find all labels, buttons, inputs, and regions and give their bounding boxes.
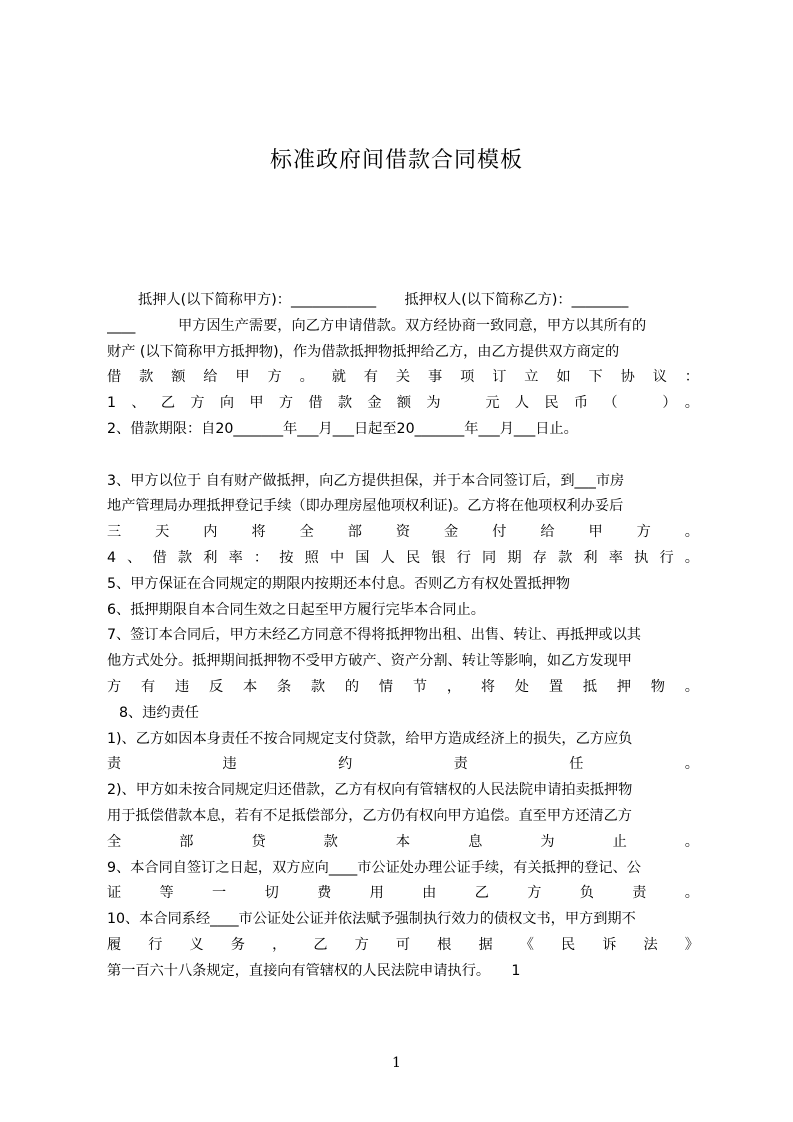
- text-line: 地产管理局办理抵押登记手续（即办理房屋他项权利证)。乙方将在他项权利办妥后: [107, 498, 624, 515]
- text-line: 履行义务，乙方可根据《民诉法》: [107, 936, 699, 953]
- text-line: 责违约责任。: [107, 756, 699, 773]
- text-line: 全部贷款本息为止。: [107, 833, 699, 850]
- text-line: 10、本合同系经____市公证处公证并依法赋予强制执行效力的债权文书，甲方到期不: [107, 911, 636, 928]
- text-line: 8、违约责任: [119, 704, 199, 721]
- text-line: 9、本合同自签订之日起，双方应向____市公证处办理公证手续，有关抵押的登记、公: [107, 859, 641, 876]
- blank-line: [107, 443, 699, 469]
- text-line: 3、甲方以位于 自有财产做抵押，向乙方提供担保，并于本合同签订后，到___市房: [107, 472, 625, 489]
- text-line: 用于抵偿借款本息，若有不足抵偿部分，乙方仍有权向甲方追偿。直至甲方还清乙方: [107, 807, 632, 824]
- text-line: ____ 甲方因生产需要，向乙方申请借款。双方经协商一致同意，甲方以其所有的: [107, 317, 647, 334]
- text-line: 财产 (以下简称甲方抵押物)，作为借款抵押物抵押给乙方，由乙方提供双方商定的: [107, 343, 620, 360]
- text-line: 三天内将全部资金付给甲方。: [107, 524, 699, 541]
- text-line: 7、签订本合同后，甲方未经乙方同意不得将抵押物出租、出售、转让、再抵押或以其: [107, 627, 641, 644]
- text-line: 4、借款利率：按照中国人民银行同期存款利率执行。: [107, 549, 699, 566]
- text-line: 6、抵押期限自本合同生效之日起至甲方履行完毕本合同止。: [107, 601, 485, 618]
- text-line: 第一百六十八条规定，直接向有管辖权的人民法院申请执行。 1: [107, 962, 521, 979]
- page-number: 1: [392, 1055, 401, 1071]
- page-title: 标准政府间借款合同模板: [269, 148, 523, 173]
- contract-body: [107, 288, 699, 985]
- text-line: 1)、乙方如因本身责任不按合同规定支付贷款，给甲方造成经济上的损失，乙方应负: [107, 730, 633, 747]
- text-line: 他方式处分。抵押期间抵押物不受甲方破产、资产分割、转让等影响，如乙方发现甲: [107, 653, 632, 670]
- text-line: 证等一切费用由乙方负责。: [107, 885, 699, 902]
- text-line: 2、借款期限：自20_______年___月___日起至20_______年___月___日止。: [107, 420, 578, 437]
- text-line: 抵押人(以下简称甲方)：____________ 抵押权人(以下简称乙方)：________: [138, 292, 629, 308]
- text-line: 1、乙方向甲方借款金额为 元人民币（ ）。: [107, 395, 699, 412]
- text-line: 2)、甲方如未按合同规定归还借款，乙方有权向有管辖权的人民法院申请拍卖抵押物: [107, 782, 633, 799]
- text-line: 方有违反本条款的情节，将处置抵押物。: [107, 678, 699, 695]
- text-line: 借款额给甲方。就有关事项订立如下协议：: [107, 369, 699, 386]
- text-line: 5、甲方保证在合同规定的期限内按期还本付息。否则乙方有权处置抵押物: [107, 575, 571, 592]
